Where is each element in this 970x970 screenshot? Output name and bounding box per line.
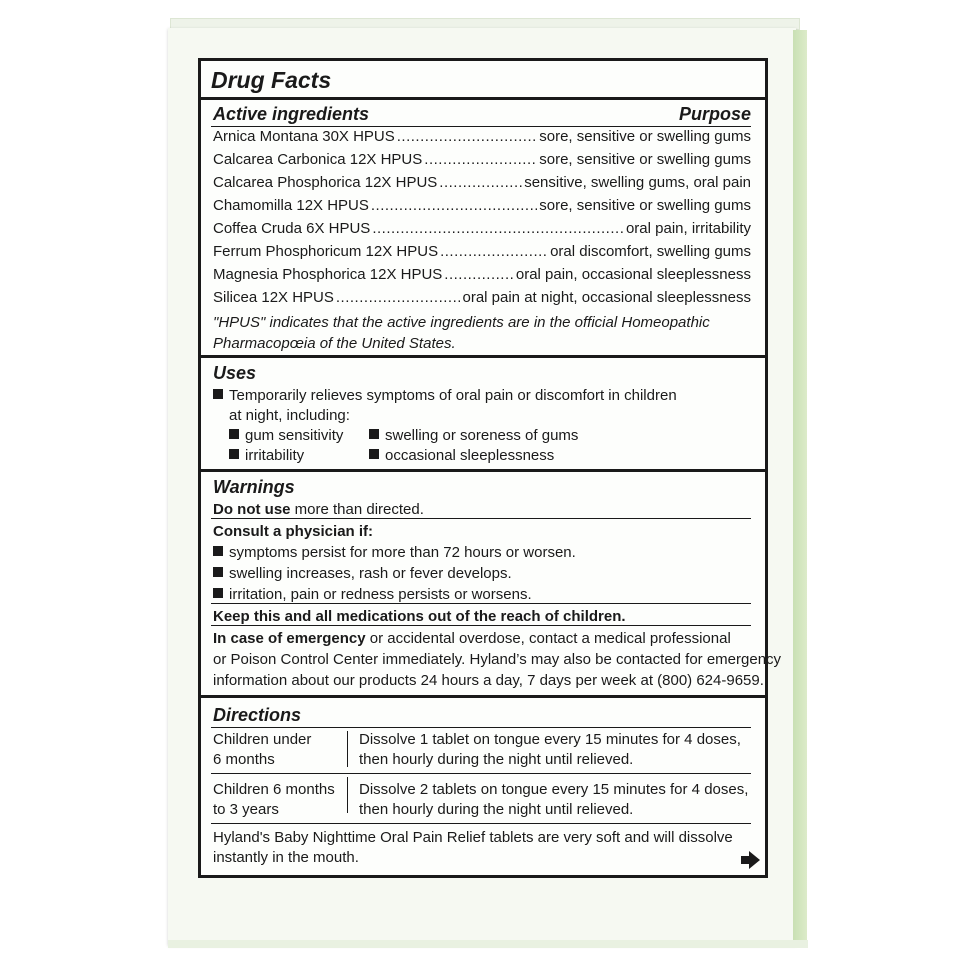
directions-footer-line2: instantly in the mouth. bbox=[213, 849, 359, 866]
ingredient-name: Magnesia Phosphorica 12X HPUS bbox=[213, 266, 443, 283]
divider-thin bbox=[211, 727, 751, 728]
warnings-heading: Warnings bbox=[213, 477, 295, 497]
ingredient-name: Coffea Cruda 6X HPUS bbox=[213, 220, 371, 237]
do-not-use-label: Do not use bbox=[213, 501, 291, 518]
square-bullet-icon bbox=[369, 449, 379, 459]
ingredient-name: Calcarea Phosphorica 12X HPUS bbox=[213, 174, 438, 191]
ingredient-row bbox=[213, 197, 751, 219]
direction-text: then hourly during the night until relieved. bbox=[359, 801, 634, 818]
divider-thick bbox=[201, 695, 765, 698]
emergency-label: In case of emergency bbox=[213, 630, 366, 647]
ingredient-row bbox=[213, 151, 751, 173]
direction-text: Dissolve 1 tablet on tongue every 15 minutes for 4 doses, bbox=[359, 731, 741, 748]
warning-bullet-text: irritation, pain or redness persists or worsens. bbox=[229, 586, 532, 603]
divider-thin bbox=[211, 518, 751, 519]
direction-text: then hourly during the night until relieved. bbox=[359, 751, 634, 768]
uses-sub-text: swelling or soreness of gums bbox=[385, 427, 579, 444]
active-ingredients-heading: Active ingredients bbox=[213, 104, 370, 124]
uses-sub-text: occasional sleeplessness bbox=[385, 447, 555, 464]
leader-dots bbox=[371, 197, 537, 214]
divider-thin bbox=[211, 625, 751, 626]
age-group: 6 months bbox=[213, 751, 275, 768]
age-group: Children 6 months bbox=[213, 781, 335, 798]
emergency-line2: or Poison Control Center immediately. Hyland’s may also be contacted for emergency bbox=[213, 651, 782, 668]
table-divider bbox=[347, 777, 348, 813]
warning-bullet bbox=[213, 584, 532, 605]
square-bullet-icon bbox=[213, 567, 223, 577]
consult-heading: Consult a physician if: bbox=[213, 523, 374, 540]
square-bullet-icon bbox=[213, 546, 223, 556]
leader-dots bbox=[397, 128, 537, 145]
directions-footer-line1: Hyland's Baby Nighttime Oral Pain Relief tablets are very soft and will dissolve bbox=[213, 829, 733, 846]
ingredient-row bbox=[213, 128, 751, 150]
ingredient-purpose: oral pain, irritability bbox=[625, 220, 751, 237]
ingredient-purpose: sore, sensitive or swelling gums bbox=[539, 128, 751, 145]
box-bottom-edge bbox=[168, 940, 808, 948]
uses-sub-item bbox=[369, 445, 554, 466]
uses-sub-text: irritability bbox=[245, 447, 305, 464]
ingredient-purpose: oral pain at night, occasional sleeplessness bbox=[462, 289, 751, 306]
leader-dots bbox=[440, 243, 548, 260]
hpus-note-line2: Pharmacopœia of the United States. bbox=[213, 335, 456, 352]
drug-facts-panel bbox=[198, 58, 782, 878]
warning-bullet-text: symptoms persist for more than 72 hours or worsen. bbox=[229, 544, 576, 561]
divider-thin bbox=[211, 603, 751, 604]
warning-bullet-text: swelling increases, rash or fever develops. bbox=[229, 565, 512, 582]
uses-heading: Uses bbox=[213, 363, 257, 383]
ingredient-purpose: sore, sensitive or swelling gums bbox=[539, 151, 751, 168]
direction-text: Dissolve 2 tablets on tongue every 15 minutes for 4 doses, bbox=[359, 781, 749, 798]
directions-heading: Directions bbox=[213, 705, 302, 725]
leader-dots bbox=[372, 220, 624, 237]
leader-dots bbox=[444, 266, 514, 283]
purpose-heading: Purpose bbox=[678, 104, 751, 124]
ingredient-name: Ferrum Phosphoricum 12X HPUS bbox=[213, 243, 439, 260]
do-not-use-line bbox=[213, 499, 424, 520]
ingredient-row bbox=[213, 243, 751, 265]
divider-thin bbox=[211, 126, 751, 127]
square-bullet-icon bbox=[229, 449, 239, 459]
square-bullet-icon bbox=[229, 429, 239, 439]
leader-dots bbox=[439, 174, 522, 191]
age-group: to 3 years bbox=[213, 801, 279, 818]
emergency-line1 bbox=[213, 628, 731, 649]
ingredient-row bbox=[213, 289, 751, 311]
square-bullet-icon bbox=[213, 389, 223, 399]
emergency-text: or accidental overdose, contact a medical professional bbox=[365, 630, 731, 647]
leader-dots bbox=[424, 151, 537, 168]
age-group: Children under bbox=[213, 731, 312, 748]
uses-sub-item bbox=[229, 445, 304, 466]
drug-facts-title: Drug Facts bbox=[211, 67, 332, 93]
uses-sub-text: gum sensitivity bbox=[245, 427, 344, 444]
keep-out-of-reach: Keep this and all medications out of the reach of children. bbox=[213, 608, 626, 625]
ingredient-purpose: sensitive, swelling gums, oral pain bbox=[524, 174, 751, 191]
uses-line1-text: Temporarily relieves symptoms of oral pain or discomfort in children bbox=[229, 387, 677, 404]
ingredient-name: Chamomilla 12X HPUS bbox=[213, 197, 369, 214]
warning-bullet bbox=[213, 563, 512, 584]
ingredient-purpose: oral discomfort, swelling gums bbox=[550, 243, 751, 260]
emergency-line3: information about our products 24 hours a day, 7 days per week at (800) 624-9659. bbox=[213, 672, 764, 689]
divider-thick bbox=[201, 469, 765, 472]
square-bullet-icon bbox=[369, 429, 379, 439]
box-side-edge bbox=[793, 30, 807, 945]
do-not-use-text: more than directed. bbox=[290, 501, 424, 518]
square-bullet-icon bbox=[213, 588, 223, 598]
divider-thin bbox=[211, 773, 751, 774]
ingredient-purpose: oral pain, occasional sleeplessness bbox=[515, 266, 751, 283]
uses-sub-item bbox=[229, 425, 343, 446]
ingredient-row bbox=[213, 174, 751, 196]
ingredient-name: Calcarea Carbonica 12X HPUS bbox=[213, 151, 423, 168]
warning-bullet bbox=[213, 542, 576, 563]
ingredient-row bbox=[213, 220, 751, 242]
ingredient-row bbox=[213, 266, 751, 288]
uses-line1 bbox=[213, 385, 677, 406]
divider-thick bbox=[201, 355, 765, 358]
ingredient-name: Silicea 12X HPUS bbox=[213, 289, 334, 306]
divider-thick bbox=[201, 97, 765, 100]
uses-sub-item bbox=[369, 425, 578, 446]
ingredient-purpose: sore, sensitive or swelling gums bbox=[539, 197, 751, 214]
table-divider bbox=[347, 731, 348, 767]
hpus-note-line1: "HPUS" indicates that the active ingredients are in the official Homeopathic bbox=[213, 314, 710, 331]
uses-line2: at night, including: bbox=[229, 407, 350, 424]
divider-thin bbox=[211, 823, 751, 824]
ingredient-name: Arnica Montana 30X HPUS bbox=[213, 128, 395, 145]
leader-dots bbox=[336, 289, 461, 306]
